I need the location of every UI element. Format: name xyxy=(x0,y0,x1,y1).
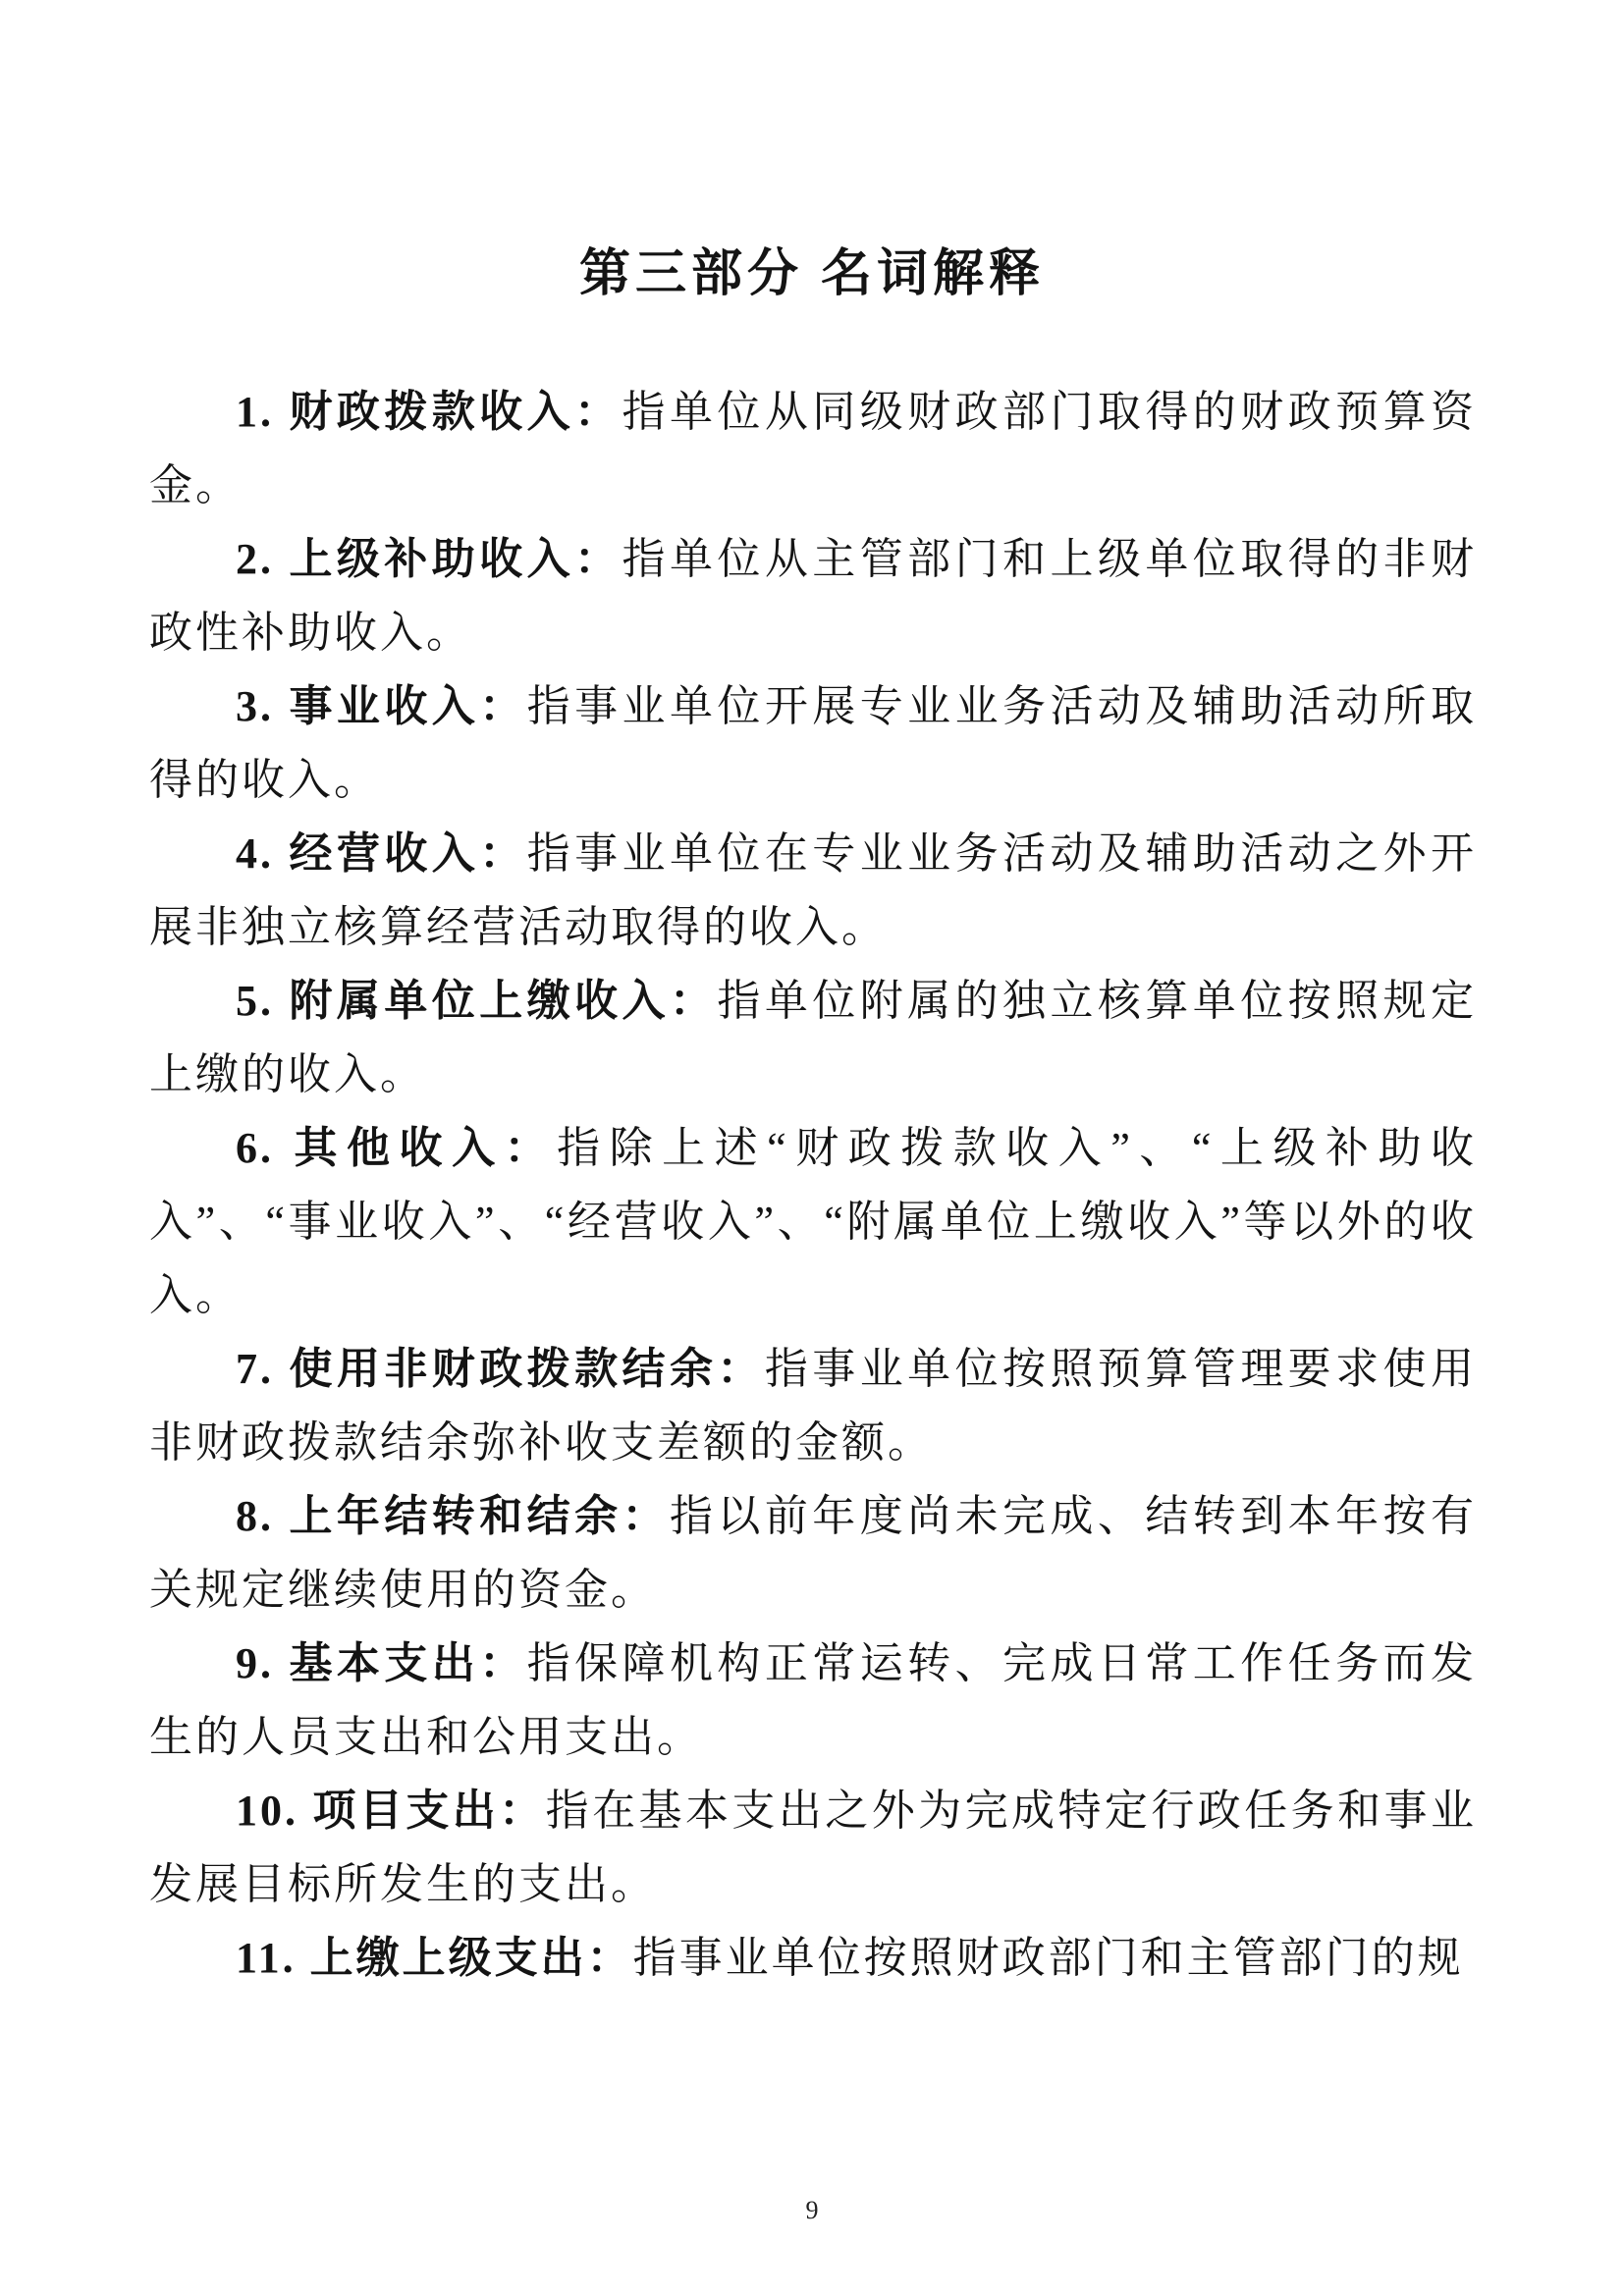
glossary-entry-2 xyxy=(149,522,1477,669)
glossary-entry-8 xyxy=(149,1479,1477,1627)
term-label: 2. 上级补助收入： xyxy=(236,535,623,583)
term-definition: 指除上述“财政拨款收入”、“上级补助收入”、“事业收入”、“经营收入”、“附属单位上缴收入”等以外的收入。 xyxy=(149,1124,1478,1319)
term-definition: 指单位从同级财政部门取得的财政预算资金。 xyxy=(149,388,1478,509)
glossary-entry-10 xyxy=(149,1774,1477,1921)
page-number: 9 xyxy=(805,2196,819,2224)
glossary-entry-3 xyxy=(149,669,1477,817)
term-label: 11. 上缴上级支出： xyxy=(236,1934,633,1982)
glossary-content xyxy=(149,375,1477,1995)
term-definition: 指在基本支出之外为完成特定行政任务和事业发展目标所发生的支出。 xyxy=(149,1787,1477,1908)
glossary-entry-1 xyxy=(149,375,1477,522)
page-title: 第三部分 名词解释 xyxy=(578,246,1045,302)
term-definition: 指以前年度尚未完成、结转到本年按有关规定继续使用的资金。 xyxy=(149,1492,1478,1614)
glossary-entry-7 xyxy=(149,1332,1477,1479)
term-label: 5. 附属单位上缴收入： xyxy=(236,977,718,1025)
term-definition: 指事业单位在专业业务活动及辅助活动之外开展非独立核算经营活动取得的收入。 xyxy=(149,829,1477,951)
term-label: 6. 其他收入： xyxy=(236,1124,558,1172)
term-label: 10. 项目支出： xyxy=(236,1787,546,1835)
term-label: 7. 使用非财政拨款结余： xyxy=(236,1345,765,1393)
glossary-entry-11 xyxy=(149,1921,1477,1995)
term-definition: 指事业单位按照预算管理要求使用非财政拨款结余弥补收支差额的金额。 xyxy=(149,1345,1478,1467)
glossary-entry-6 xyxy=(149,1111,1477,1332)
term-definition: 指单位从主管部门和上级单位取得的非财政性补助收入。 xyxy=(149,535,1478,657)
term-label: 4. 经营收入： xyxy=(236,829,527,878)
term-label: 8. 上年结转和结余： xyxy=(236,1492,670,1540)
term-definition: 指单位附属的独立核算单位按照规定上缴的收入。 xyxy=(149,977,1478,1098)
term-label: 1. 财政拨款收入： xyxy=(236,388,623,436)
glossary-entry-5 xyxy=(149,964,1477,1111)
glossary-entry-4 xyxy=(149,817,1477,964)
term-label: 3. 事业收入： xyxy=(236,682,527,730)
term-definition: 指事业单位按照财政部门和主管部门的规 xyxy=(632,1934,1464,1982)
term-label: 9. 基本支出： xyxy=(236,1639,527,1687)
term-definition: 指保障机构正常运转、完成日常工作任务而发生的人员支出和公用支出。 xyxy=(149,1639,1477,1761)
glossary-entry-9 xyxy=(149,1627,1477,1774)
term-definition: 指事业单位开展专业业务活动及辅助活动所取得的收入。 xyxy=(149,682,1477,804)
